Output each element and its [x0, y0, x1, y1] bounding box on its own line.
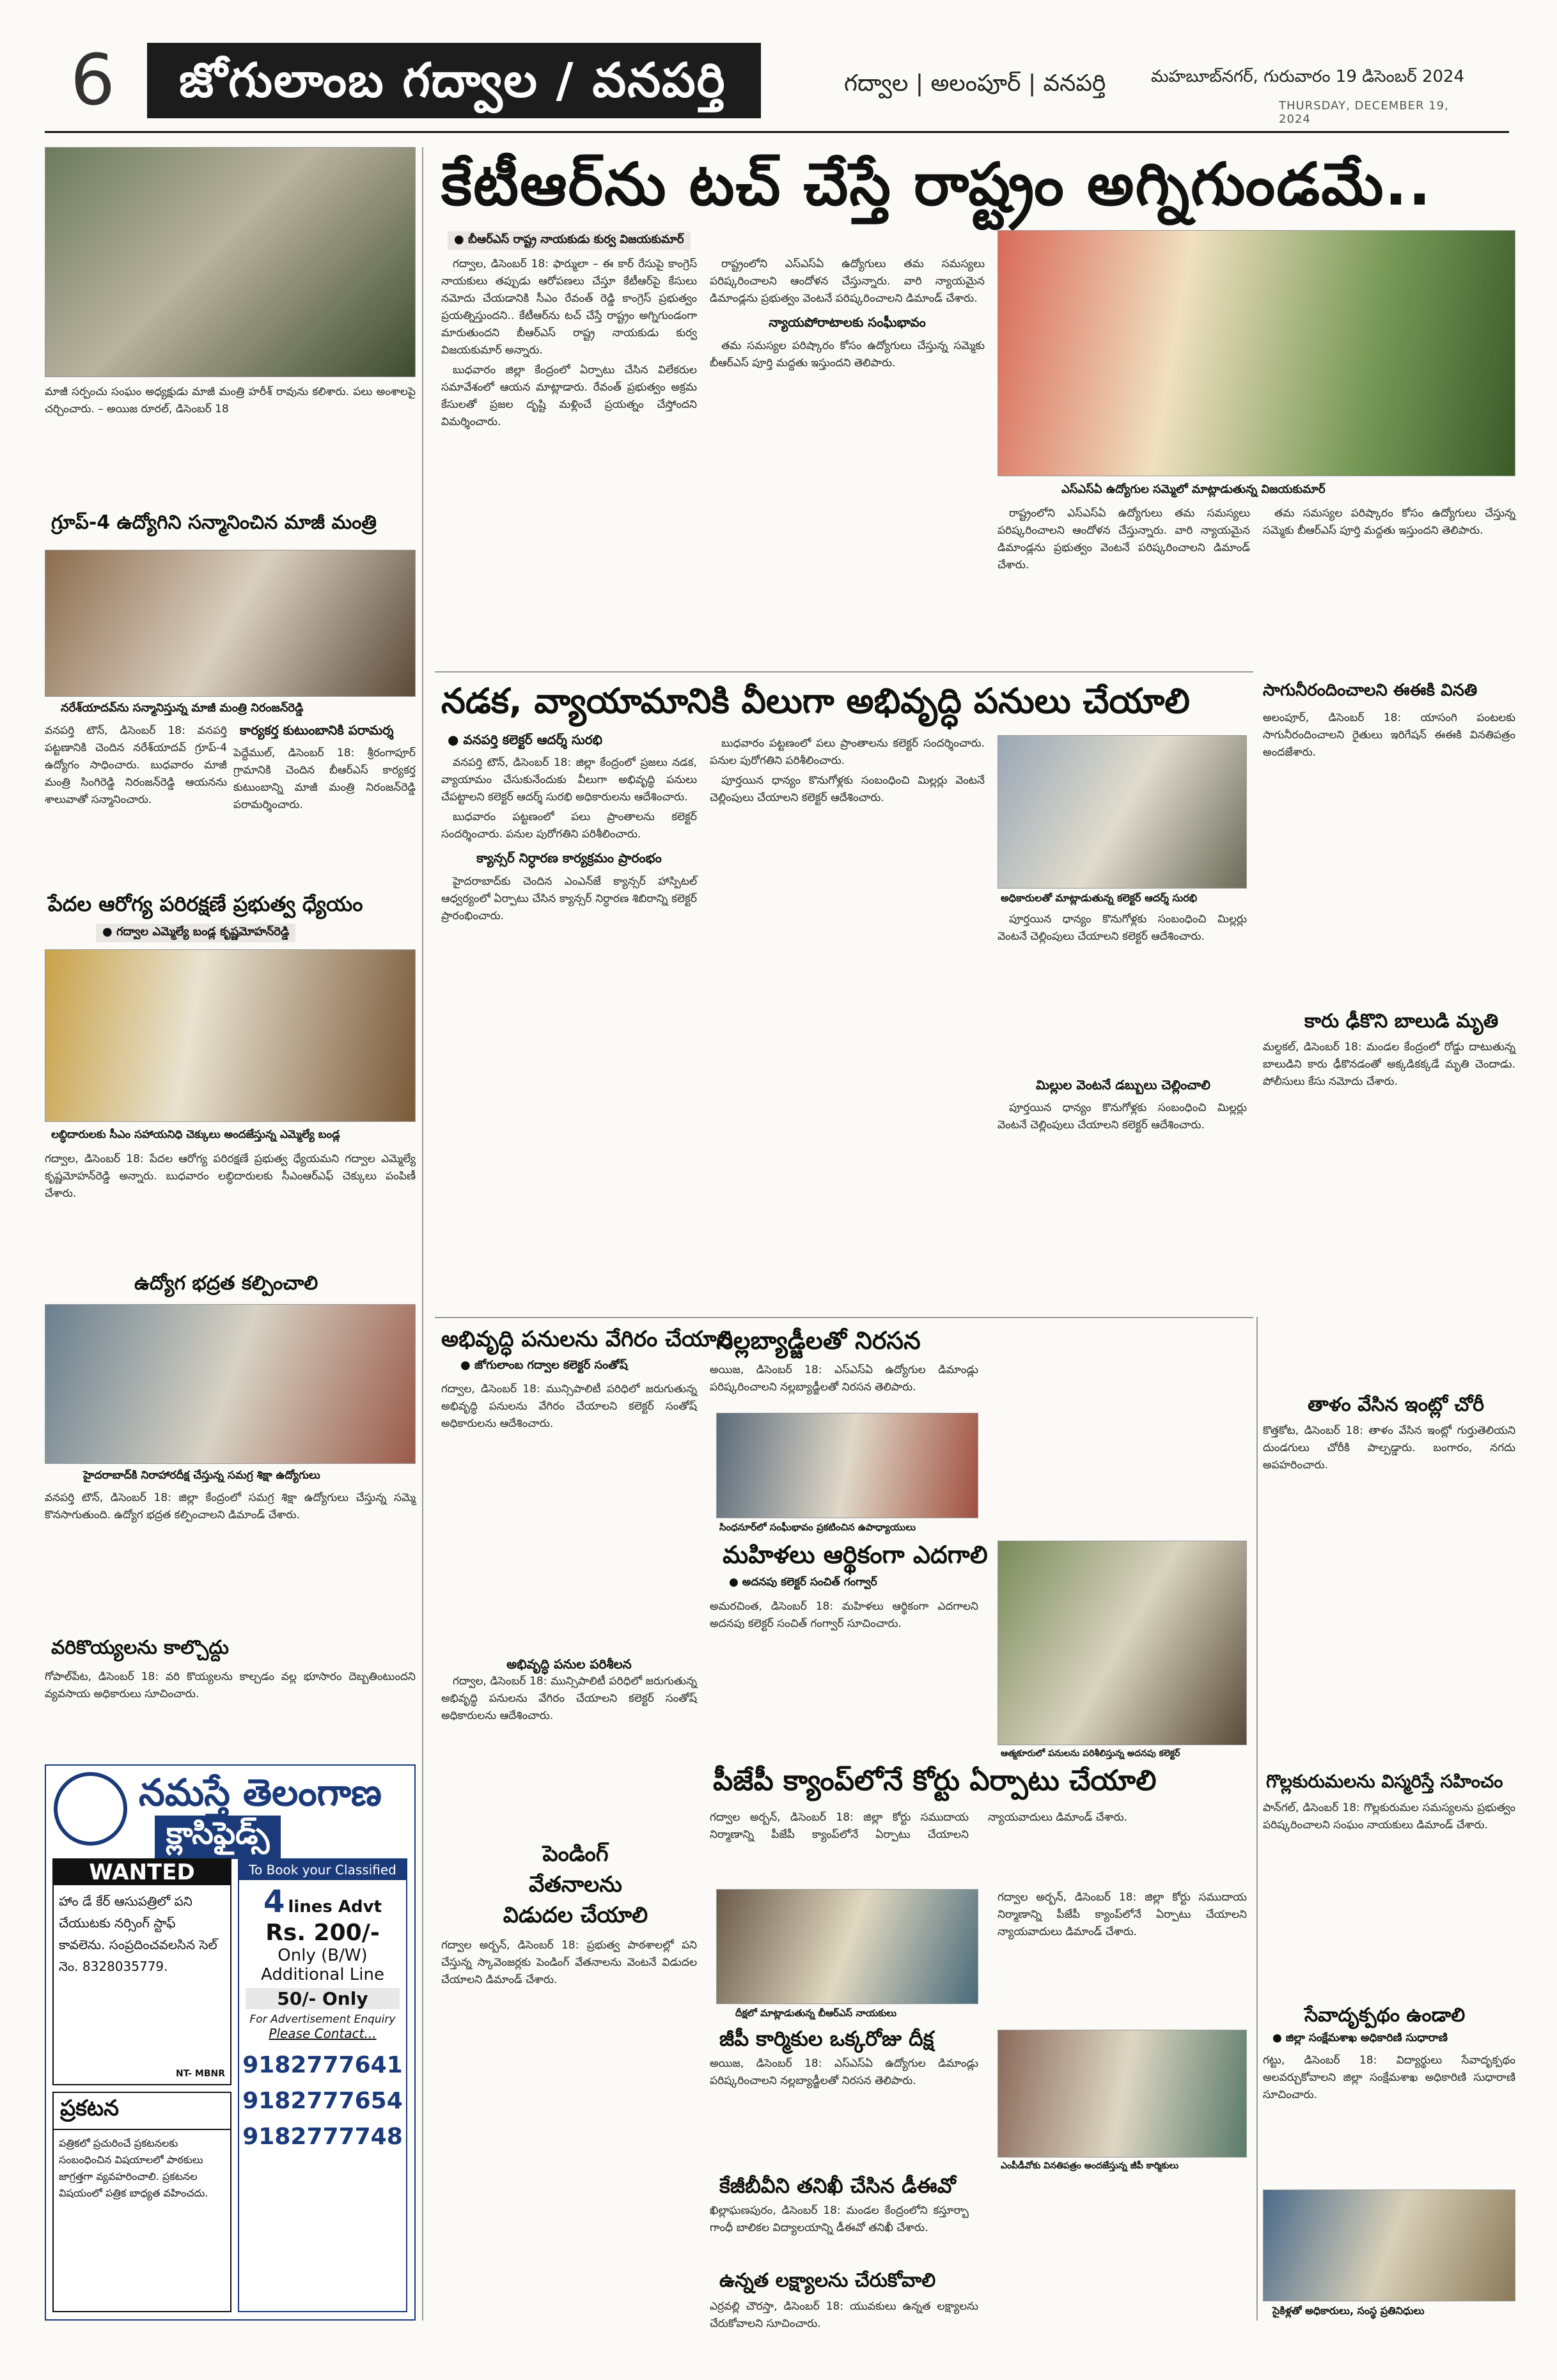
- photo-black-badges: [716, 1413, 978, 1518]
- phone-number: 9182777641: [242, 2052, 403, 2078]
- wanted-tag: NT- MBNR: [176, 2069, 225, 2079]
- section-rule: [435, 671, 1253, 673]
- photo-group4-felicitation: [45, 550, 416, 697]
- mid-body-col3b: [998, 1100, 1247, 1311]
- lead-body-col3: [998, 505, 1515, 658]
- lead-paragraph: రాష్ట్రంలోని ఎస్ఎస్ఏ ఉద్యోగులు తమ సమస్యలు పరిష్కరించాలని ఆందోళన చేస్తున్నారు. వారి న్యాయమైన డిమాండ్లను ప్రభుత్వం వెంటనే పరిష్కరించాలని డిమాండ్ చేశారు.: [710, 258, 985, 305]
- masthead: [45, 35, 1477, 131]
- story-heading: గొల్లకురుమలను విస్మరిస్తే సహించం: [1266, 1771, 1503, 1792]
- lead-paragraph: గద్వాల, డిసెంబర్ 18: ఫార్ములా – ఈ కార్ రేసుపై కాంగ్రెస్ నాయకులు తప్పుడు ఆరోపణలు చేస్తూ కేటీఆర్‌పై కేసులు నమోదు చేయడానికి సీఎం రేవంత్ రెడ్డి కాంగ్రెస్ ప్రభుత్వం ప్రయత్నిస్తుందని.. కేటీఆర్‌ను టచ్ చేస్తే రాష్ట్రం అగ్నిగుండంగా మారుతుందని బీఆర్ఎస్ రాష్ట్ర నాయకుడు కుర్వ విజయకుమార్ అన్నారు.: [441, 258, 697, 357]
- mid-paragraph: పూర్తయిన ధాన్యం కొనుగోళ్లకు సంబంధించి మిల్లర్లు వెంటనే చెల్లింపులు చేయాలని కలెక్టర్ ఆదేశించారు.: [710, 774, 985, 804]
- story-heading: మహిళలు ఆర్థికంగా ఎదగాలి: [723, 1541, 988, 1569]
- story-heading: నల్లబ్యాడ్జీలతో నిరసన: [716, 1326, 921, 1355]
- story-heading: పీజేపీ క్యాంప్‌లోనే కోర్టు ఏర్పాటు చేయాలి: [713, 1764, 1157, 1797]
- photo-caption: లబ్ధిదారులకు సీఎం సహాయనిధి చెక్కులు అందజేస్తున్న ఎమ్మెల్యే బండ్ల: [51, 1128, 340, 1141]
- photo-ssa-protest: [45, 1304, 416, 1464]
- lines-row: [239, 1884, 406, 1920]
- notice-title: ప్రకటన: [54, 2093, 230, 2130]
- column-divider: [1256, 1317, 1258, 2321]
- photo-caption: అధికారులతో మాట్లాడుతున్న కలెక్టర్ ఆదర్శ్ సురభి: [1001, 892, 1198, 904]
- lead-paragraph: తమ సమస్యల పరిష్కారం కోసం ఉద్యోగులు చేస్తున్న సమ్మెకు బీఆర్ఎస్ పూర్తి మద్దతు ఇస్తుందని తెలిపారు.: [1263, 507, 1515, 537]
- mid-paragraph: పూర్తయిన ధాన్యం కొనుగోళ్లకు సంబంధించి మిల్లర్లు వెంటనే చెల్లింపులు చేయాలని కలెక్టర్ ఆదేశించారు.: [998, 1101, 1247, 1132]
- mid-paragraph: హైదరాబాద్‌కు చెందిన ఎంఎన్‌జే క్యాన్సర్ హాస్పిటల్ ఆధ్వర్యంలో ఏర్పాటు చేసిన క్యాన్సర్ నిర్ధారణ శిబిరాన్ని కలెక్టర్ ప్రారంభించారు.: [441, 875, 697, 922]
- mid-paragraph: పూర్తయిన ధాన్యం కొనుగోళ్లకు సంబంధించి మిల్లర్లు వెంటనే చెల్లింపులు చేయాలని కలెక్టర్ ఆదేశించారు.: [998, 913, 1247, 943]
- date-english: THURSDAY, DECEMBER 19, 2024: [1279, 99, 1449, 126]
- photo-caption: సైకిళ్లతో అధికారులు, సంస్థ ప్రతినిధులు: [1272, 2305, 1425, 2317]
- story-body: అలంపూర్, డిసెంబర్ 18: యాసంగి పంటలకు సాగునీరందించాలని రైతులు ఇరిగేషన్ ఈఈకి వినతిపత్రం అందజేశారు.: [1263, 712, 1515, 759]
- story-subheading: అభివృద్ధి పనుల పరిశీలన: [506, 1656, 632, 1672]
- mid-body-col1: [441, 754, 697, 1304]
- story-body: పెద్దేముల్, డిసెంబర్ 18: శ్రీరంగాపూర్ గ్రామానికి చెందిన బీఆర్ఎస్ కార్యకర్త కుటుంబాన్ని మాజీ మంత్రి నిరంజన్‌రెడ్డి పరామర్శించారు.: [233, 747, 416, 811]
- story-byline: ● గద్వాల ఎమ్మెల్యే బండ్ల కృష్ణమోహన్‌రెడ్డి: [96, 924, 295, 942]
- classifieds-ad: [45, 1764, 416, 2321]
- story-byline: ● అదనపు కలెక్టర్ సంచిత్ గంగ్వార్: [729, 1576, 877, 1589]
- story-heading: జీపీ కార్మికుల ఒక్కరోజు దీక్ష: [719, 2026, 934, 2051]
- mid-paragraph: బుధవారం పట్టణంలో పలు ప్రాంతాలను కలెక్టర్ సందర్శించారు. పనుల పురోగతిని పరిశీలించారు.: [441, 811, 697, 841]
- story-subheading: కార్యకర్త కుటుంబానికి పరామర్శ: [240, 722, 394, 738]
- enquiry-line: For Advertisement Enquiry: [249, 2013, 396, 2026]
- notice-box: [52, 2092, 231, 2312]
- photo-caption: ఎస్ఎస్ఏ ఉద్యోగుల సమ్మెలో మాట్లాడుతున్న విజయకుమార్: [1061, 483, 1326, 496]
- wanted-body: హాం డే కేర్ ఆసుపత్రిలో పని చేయుటకు నర్సింగ్ స్టాఫ్ కావలెను. సంప్రదించవలసిన సెల్ నెం. 8328035779.: [59, 1894, 217, 1974]
- district-title: జోగులాంబ గద్వాల / వనపర్తి: [147, 43, 761, 118]
- additional-price: 50/- Only: [246, 1988, 400, 2009]
- story-heading: పేదల ఆరోగ్య పరిరక్షణే ప్రభుత్వ ధ్యేయం: [48, 892, 363, 916]
- phone-number: 9182777654: [242, 2088, 403, 2114]
- mid-byline: ● వనపర్తి కలెక్టర్ ఆదర్శ్ సురభి: [448, 732, 603, 747]
- photo-caption: సింధనూర్‌లో సంఘీభావం ప్రకటించిన ఉపాధ్యాయులు: [719, 1521, 916, 1533]
- story-paragraph: గద్వాల, డిసెంబర్ 18: మున్సిపాలిటీ పరిధిలో జరుగుతున్న అభివృద్ధి పనులను వేగిరం చేయాలని కలెక్టర్ సంతోష్ అధికారులను ఆదేశించారు.: [441, 1675, 697, 1722]
- story-body: ఎర్రవల్లి చౌరస్తా, డిసెంబర్ 18: యువకులు ఉన్నత లక్ష్యాలను చేరుకోవాలని సూచించారు.: [710, 2300, 978, 2330]
- lead-subheading: న్యాయపోరాటాలకు సంఘీభావం: [769, 315, 926, 330]
- lead-paragraph: తమ సమస్యల పరిష్కారం కోసం ఉద్యోగులు చేస్తున్న సమ్మెకు బీఆర్ఎస్ పూర్తి మద్దతు ఇస్తుందని తెలిపారు.: [710, 339, 985, 369]
- story-heading: ఉద్యోగ భద్రత కల్పించాలి: [134, 1272, 318, 1295]
- story-heading: సేవాదృక్పథం ఉండాలి: [1304, 2004, 1466, 2026]
- photo-caption: హైదరాబాద్‌కి నిరాహారదీక్ష చేస్తున్న సమగ్ర శిక్షా ఉద్యోగులు: [83, 1469, 320, 1482]
- story-body: మల్దకల్, డిసెంబర్ 18: మండల కేంద్రంలో రోడ్డు దాటుతున్న బాలుడిని కారు ఢీకొనడంతో అక్కడికక్కడే మృతి చెందాడు. పోలీసులు కేసు నమోదు చేశారు.: [1263, 1041, 1515, 1088]
- photo-cycles: [1263, 2189, 1515, 2301]
- story-body: గద్వాల అర్బన్, డిసెంబర్ 18: ప్రభుత్వ పాఠశాలల్లో పని చేస్తున్న స్కావెంజర్లకు పెండింగ్ వేతనాలను వెంటనే విడుదల చేయాలని డిమాండ్ చేశారు.: [441, 1939, 697, 1986]
- rate-box: [238, 1858, 407, 2312]
- story-heading: కేజీబీవీని తనిఖీ చేసిన డీఈవో: [719, 2174, 956, 2198]
- photo-court-protest: [716, 1889, 978, 2004]
- mid-paragraph: బుధవారం పట్టణంలో పలు ప్రాంతాలను కలెక్టర్ సందర్శించారు. పనుల పురోగతిని పరిశీలించారు.: [710, 737, 985, 767]
- lines-count: 4: [263, 1884, 285, 1920]
- date-telugu: మహబూబ్‌నగర్, గురువారం 19 డిసెంబర్ 2024: [1151, 67, 1465, 86]
- story-heading: కారు ఢీకొని బాలుడి మృతి: [1304, 1010, 1499, 1032]
- photo-ssa-strike: [998, 230, 1515, 476]
- story-body-cont: [441, 1656, 697, 1835]
- story-heading: అభివృద్ధి పనులను వేగిరం చేయాలి: [441, 1326, 733, 1352]
- photo-caption: నరేశ్‌యాదవ్‌ను సన్మానిస్తున్న మాజీ మంత్రి నిరంజన్‌రెడ్డి: [61, 701, 304, 715]
- story-body: ఖిల్లాఘణపురం, డిసెంబర్ 18: మండల కేంద్రంలోని కస్తూర్బా గాంధీ బాలికల విద్యాలయాన్ని డీఈవో తనిఖీ చేశారు.: [710, 2204, 969, 2234]
- story-byline: ● జోగులాంబ గద్వాల కలెక్టర్ సంతోష్: [460, 1358, 628, 1372]
- phone-number: 9182777748: [242, 2124, 403, 2150]
- masthead-rule: [45, 131, 1509, 133]
- photo-cmrf-cheques: [45, 949, 416, 1122]
- ad-brand-line1: నమస్తే తెలంగాణ: [139, 1771, 382, 1814]
- mid-subheading: క్యాన్సర్ నిర్ధారణ కార్యక్రమం ప్రారంభం: [476, 850, 662, 866]
- story-heading: గ్రూప్-4 ఉద్యోగిని సన్మానించిన మాజీ మంత్రి: [51, 511, 377, 534]
- mid-paragraph: వనపర్తి టౌన్, డిసెంబర్ 18: జిల్లా కేంద్రంలో ప్రజలు నడక, వ్యాయామం చేసుకునేందుకు వీలుగా అభివృద్ధి పనులు చేపట్టాలని కలెక్టర్ ఆదర్శ్ సురభి అధికారులను ఆదేశించారు.: [441, 756, 697, 804]
- photo1-text: మాజీ సర్పంచు సంఘం అధ్యక్షుడు మాజీ మంత్రి హరీశ్ రావును కలిశారు. పలు అంశాలపై చర్చించారు. – అయిజ రూరల్, డిసెంబర్ 18: [45, 385, 416, 416]
- story-heading: పెండింగ్ వేతనాలను విడుదల చేయాలి: [503, 1841, 648, 1928]
- photo-caption: ఎంపీడీవోకు వినతిపత్రం అందజేస్తున్న జీపీ కార్మికులు: [1001, 2161, 1179, 2171]
- story-heading: సాగునీరందించాలని ఈఈకి వినతి: [1263, 681, 1478, 700]
- lead-body-col1: [441, 256, 697, 652]
- price-note: Only (B/W): [278, 1946, 368, 1965]
- story-body: గద్వాల అర్బన్, డిసెంబర్ 18: జిల్లా కోర్టు సముదాయ నిర్మాణాన్ని పీజేపీ క్యాంప్‌లోనే ఏర్పాటు చేయాలని న్యాయవాదులు డిమాండ్ చేశారు.: [710, 1811, 1128, 1841]
- wanted-box: [52, 1858, 231, 2085]
- photo-additional-collector: [998, 1541, 1247, 1745]
- story-body: అమరచింత, డిసెంబర్ 18: మహిళలు ఆర్థికంగా ఎదగాలని అదనపు కలెక్టర్ సంచిత్ గంగ్వార్ సూచించారు.: [710, 1600, 978, 1630]
- lines-label: lines Advt: [288, 1897, 382, 1917]
- photo-gp-workers: [998, 2030, 1247, 2158]
- namaste-telangana-logo-icon: [54, 1772, 127, 1846]
- story-body: అయిజ, డిసెంబర్ 18: ఎస్ఎస్ఏ ఉద్యోగుల డిమాండ్లు పరిష్కరించాలని నల్లబ్యాడ్జీలతో నిరసన తెలిపారు.: [710, 1364, 978, 1394]
- ad-brand-line2: క్లాసిఫైడ్స్: [155, 1816, 281, 1859]
- lead-byline: ● బీఆర్ఎస్ రాష్ట్ర నాయకుడు కుర్వ విజయకుమార్: [448, 231, 691, 250]
- lead-paragraph: బుధవారం జిల్లా కేంద్రంలో ఏర్పాటు చేసిన విలేకరుల సమావేశంలో ఆయన మాట్లాడారు. రేవంత్ ప్రభుత్వం అక్రమ కేసులతో ప్రజల దృష్టి మళ్లించే ప్రయత్నం చేస్తోందని విమర్శించారు.: [441, 364, 697, 428]
- lead-headline: కేటీఆర్‌ను టచ్ చేస్తే రాష్ట్రం అగ్నిగుండమే..: [441, 150, 1432, 219]
- photo-collector-inspection: [998, 735, 1247, 889]
- story-body: పాన్‌గల్, డిసెంబర్ 18: గొల్లకురుమల సమస్యలను ప్రభుత్వం పరిష్కరించాలని సంఘం నాయకులు డిమాండ్ చేశారు.: [1263, 1801, 1515, 1832]
- section-rule: [435, 1317, 1253, 1318]
- story-heading: ఉన్నత లక్ష్యాలను చేరుకోవాలి: [719, 2269, 936, 2292]
- lead-body-col2: [710, 256, 985, 652]
- price: Rs. 200/-: [265, 1920, 380, 1946]
- sub-places: గద్వాల | అలంపూర్ | వనపర్తి: [844, 70, 1106, 97]
- story-body: వనపర్తి టౌన్, డిసెంబర్ 18: జిల్లా కేంద్రంలో సమగ్ర శిక్షా ఉద్యోగులు చేస్తున్న సమ్మె కొనసాగుతుంది. ఉద్యోగ భద్రత కల్పించాలని డిమాండ్ చేశారు.: [45, 1491, 416, 1521]
- story-byline: ● జిల్లా సంక్షేమశాఖ అధికారిణి సుధారాణి: [1272, 2032, 1448, 2044]
- contact-line: Please Contact...: [269, 2026, 377, 2041]
- wanted-title: WANTED: [54, 1860, 230, 1885]
- story-body: గద్వాల, డిసెంబర్ 18: మున్సిపాలిటీ పరిధిలో జరుగుతున్న అభివృద్ధి పనులను వేగిరం చేయాలని కలెక్టర్ సంతోష్ అధికారులను ఆదేశించారు.: [441, 1383, 697, 1430]
- photo-caption: ఆత్మకూరులో పనులను పరిశీలిస్తున్న అదనపు కలెక్టర్: [1001, 1748, 1180, 1759]
- mid-body-col3: [998, 911, 1247, 1071]
- notice-body: పత్రికలో ప్రచురించే ప్రకటనలకు సంబంధించిన విషయాలలో పాఠకులు జాగ్రత్తగా వ్యవహరించాలి. ప్రకటనల విషయంలో పత్రిక బాధ్యత వహించదు.: [59, 2137, 208, 2199]
- story-body: వనపర్తి టౌన్, డిసెంబర్ 18: వనపర్తి పట్టణానికి చెందిన నరేశ్‌యాదవ్ గ్రూప్-4 ఉద్యోగం సాధించారు. బుధవారం మాజీ మంత్రి సింగిరెడ్డి నిరంజన్‌రెడ్డి ఆయనను శాలువాతో సన్మానించారు.: [45, 724, 227, 806]
- story-body-cont: గద్వాల అర్బన్, డిసెంబర్ 18: జిల్లా కోర్టు సముదాయ నిర్మాణాన్ని పీజేపీ క్యాంప్‌లోనే ఏర్పాటు చేయాలని న్యాయవాదులు డిమాండ్ చేశారు.: [998, 1891, 1247, 1938]
- story-heading: తాళం వేసిన ఇంట్లో చోరీ: [1308, 1394, 1485, 1416]
- story-body: కొత్తకోట, డిసెంబర్ 18: తాళం వేసిన ఇంట్లో గుర్తుతెలియని దుండగులు చోరీకి పాల్పడ్డారు. బంగారం, నగదు అపహరించారు.: [1263, 1424, 1515, 1472]
- additional-line: Additional Line: [261, 1965, 384, 1984]
- story-body: గట్టు, డిసెంబర్ 18: విద్యార్థులు సేవాదృక్పథం అలవర్చుకోవాలని జిల్లా సంక్షేమశాఖ అధికారిణి సుధారాణి సూచించారు.: [1263, 2054, 1515, 2101]
- photo-harish-rao: [45, 147, 416, 377]
- mid-body-col2: [710, 735, 985, 1304]
- book-line: To Book your Classified: [239, 1860, 406, 1880]
- photo-caption: దీక్షలో మాట్లాడుతున్న బీఆర్ఎస్ నాయకులు: [735, 2007, 897, 2019]
- story-body: గోపాల్‌పేట, డిసెంబర్ 18: వరి కొయ్యలను కాల్చడం వల్ల భూసారం దెబ్బతింటుందని వ్యవసాయ అధికారులు సూచించారు.: [45, 1670, 416, 1700]
- story-body: గద్వాల, డిసెంబర్ 18: పేదల ఆరోగ్య పరిరక్షణే ప్రభుత్వ ధ్యేయమని గద్వాల ఎమ్మెల్యే కృష్ణమోహన్‌రెడ్డి అన్నారు. బుధవారం లబ్ధిదారులకు సీఎంఆర్ఎఫ్ చెక్కులు పంపిణీ చేశారు.: [45, 1153, 416, 1200]
- story-heading: వరికొయ్యలను కాల్చొద్దు: [51, 1637, 229, 1659]
- lead-paragraph: రాష్ట్రంలోని ఎస్ఎస్ఏ ఉద్యోగులు తమ సమస్యలు పరిష్కరించాలని ఆందోళన చేస్తున్నారు. వారి న్యాయమైన డిమాండ్లను ప్రభుత్వం వెంటనే పరిష్కరించాలని డిమాండ్ చేశారు.: [998, 507, 1250, 572]
- page-number: 6: [70, 39, 115, 121]
- column-divider: [422, 147, 423, 2321]
- story-body: అయిజ, డిసెంబర్ 18: ఎస్ఎస్ఏ ఉద్యోగుల డిమాండ్లు పరిష్కరించాలని నల్లబ్యాడ్జీలతో నిరసన తెలిపారు.: [710, 2057, 978, 2087]
- mid-headline: నడక, వ్యాయామానికి వీలుగా అభివృద్ధి పనులు చేయాలి: [441, 681, 1190, 721]
- mid-subheading: మిల్లుల వెంటనే డబ్బులు చెల్లించాలి: [1036, 1077, 1210, 1093]
